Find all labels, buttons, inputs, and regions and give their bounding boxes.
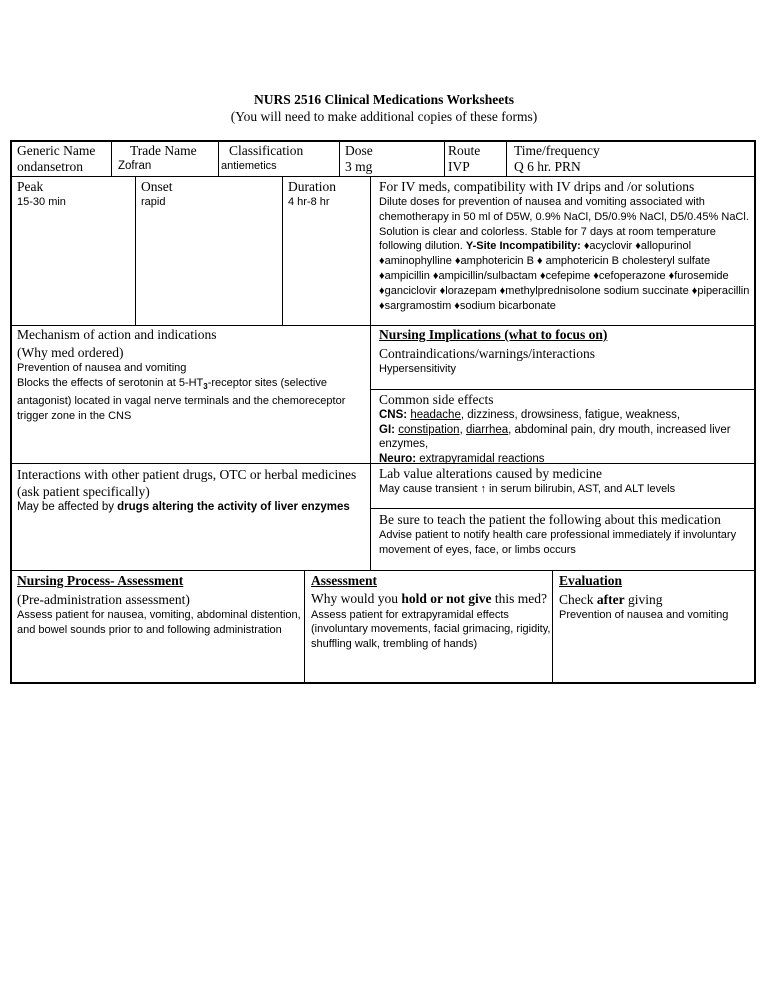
mechanism-label: Mechanism of action and indications [17,327,217,342]
lab-alterations-label: Lab value alterations caused by medicine [379,466,603,481]
dose-label: Dose [345,143,373,158]
mechanism-text: Blocks the effects of serotonin at $5-HT_3$-receptor sites (selective antagonist) located in vagal nerve terminals and the chemoreceptor trigger zone in the CNS [17,376,346,422]
route-label: Route [448,143,481,158]
contraindications-label: Contraindications/warnings/interactions [379,346,595,361]
y-site-label: Y-Site Incompatibility: [465,240,581,253]
lab-alterations-value: May cause transient ↑ in serum bilirubin, AST, and ALT levels [379,483,676,495]
col-divider [506,142,507,176]
interactions-value: May be affected by drugs altering the activity of liver enzymes [17,501,350,513]
route-value: IVP [448,159,470,174]
side-effects-cell [379,392,752,463]
frequency-label: Time/frequency [514,143,600,158]
y-site-incompatibility-list: ♦acyclovir ♦allopurinol ♦aminophylline ♦amphotericin B ♦ amphotericin B cholesteryl sulfate ♦ampicillin ♦ampicillin/sulbactam ♦cefepime ♦cefoperazone ♦furosemide ♦ganciclovir ♦lorazepam ♦methylprednisolone sodium succinate ♦piperacillin ♦sargramostim ♦sodium bicarbonate [379,240,750,312]
indication-text: Prevention of nausea and vomiting [17,362,187,374]
generic-name-value: ondansetron [17,159,83,174]
assessment-cell [311,573,551,683]
col-divider [339,142,340,176]
assessment-text: Why would you hold or not give this med? Assess patient for extrapyramidal effects (involuntary movements, facial grimacing, rigidity, shuffling walk, trembling of hands) [311,591,551,650]
side-effects-label: Common side effects [379,392,494,407]
onset-value: rapid [141,196,166,208]
row-divider-lab [370,508,754,509]
row-divider-nursing [370,389,754,390]
mechanism-cell [17,327,367,463]
peak-value: 15-30 min [17,196,66,208]
iv-compatibility-cell [379,179,752,325]
classification-label: Classification [229,143,304,158]
trade-name-cell [118,143,218,176]
generic-name-label: Generic Name [17,143,96,158]
onset-cell [141,179,282,325]
evaluation-value: Prevention of nausea and vomiting [559,609,729,621]
col-divider [304,570,305,684]
nursing-implications-cell [379,327,752,389]
route-cell [448,143,506,176]
col-divider [111,142,112,176]
classification-value: antiemetics [221,160,277,172]
col-divider [552,570,553,684]
page-title: NURS 2516 Clinical Medications Worksheets [253,92,514,107]
patient-teaching-value: Advise patient to notify health care professional immediately if involuntary movement of eyes, face, or limbs occurs [379,529,737,556]
side-effects-text: CNS: headache, dizziness, drowsiness, fatigue, weakness, GI: constipation, diarrhea, abdominal pain, dry mouth, increased liver enzymes, Neuro: extrapyramidal reactions [379,409,731,463]
classification-cell [221,143,339,176]
row-divider-3 [12,463,754,464]
col-divider [444,142,445,176]
nursing-process-label: Nursing Process- Assessment [17,573,184,588]
check-after-label: Check after giving [559,592,663,607]
trade-name-value: Zofran [118,160,152,172]
col-divider [282,176,283,325]
row-divider-1 [12,176,754,177]
duration-cell [288,179,370,325]
evaluation-label: Evaluation [559,573,623,588]
frequency-value: Q 6 hr. PRN [514,159,581,174]
pre-admin-label: (Pre-administration assessment) [17,592,190,607]
onset-label: Onset [141,179,173,194]
nursing-implications-label: Nursing Implications (what to focus on) [379,327,608,342]
col-divider [135,176,136,325]
patient-teaching-cell [379,511,752,570]
lab-alterations-cell [379,466,752,508]
dose-cell [345,143,444,176]
page-subtitle: (You will need to make additional copies of these forms) [230,109,538,124]
why-ordered-label: (Why med ordered) [17,345,124,360]
col-divider [218,142,219,176]
iv-compatibility-text: Dilute doses for prevention of nausea and vomiting associated with chemotherapy in 50 ml of D5W, 0.9% NaCl, D5/0.9% NaCl, D5/0.45% NaCl. Solution is clear and colorless. Stable for 7 days at room temperature following dilution. Y-Site Incompatibility: ♦acyclovir ♦allopurinol ♦aminophylline ♦amphotericin B ♦ amphotericin B cholesteryl sulfate ♦ampicillin ♦ampicillin/sulbactam ♦cefepime ♦cefoperazone ♦furosemide ♦ganciclovir ♦lorazepam ♦methylprednisolone sodium succinate ♦piperacillin ♦sargramostim ♦sodium bicarbonate [379,196,750,312]
iv-compatibility-label: For IV meds, compatibility with IV drips and /or solutions [379,179,695,194]
nursing-process-cell [17,573,302,683]
row-divider-2 [12,325,754,326]
interactions-cell [17,466,367,570]
evaluation-cell [559,573,752,683]
duration-value: 4 hr-8 hr [288,196,330,208]
nursing-process-value: Assess patient for nausea, vomiting, abdominal distention, and bowel sounds prior to and following administration [17,609,301,636]
row-divider-4 [12,570,754,571]
dose-value: 3 mg [345,159,373,174]
assessment-label: Assessment [311,573,377,588]
duration-label: Duration [288,179,336,194]
peak-label: Peak [17,179,44,194]
interactions-label: Interactions with other patient drugs, OTC or herbal medicines (ask patient specifically) [17,467,357,499]
peak-cell [17,179,135,325]
patient-teaching-label: Be sure to teach the patient the following about this medication [379,512,721,527]
contraindications-value: Hypersensitivity [379,363,457,375]
trade-name-label: Trade Name [130,143,197,158]
frequency-cell [514,143,754,176]
worksheet-table [10,140,756,684]
generic-name-cell [17,143,111,176]
col-divider [370,176,371,570]
